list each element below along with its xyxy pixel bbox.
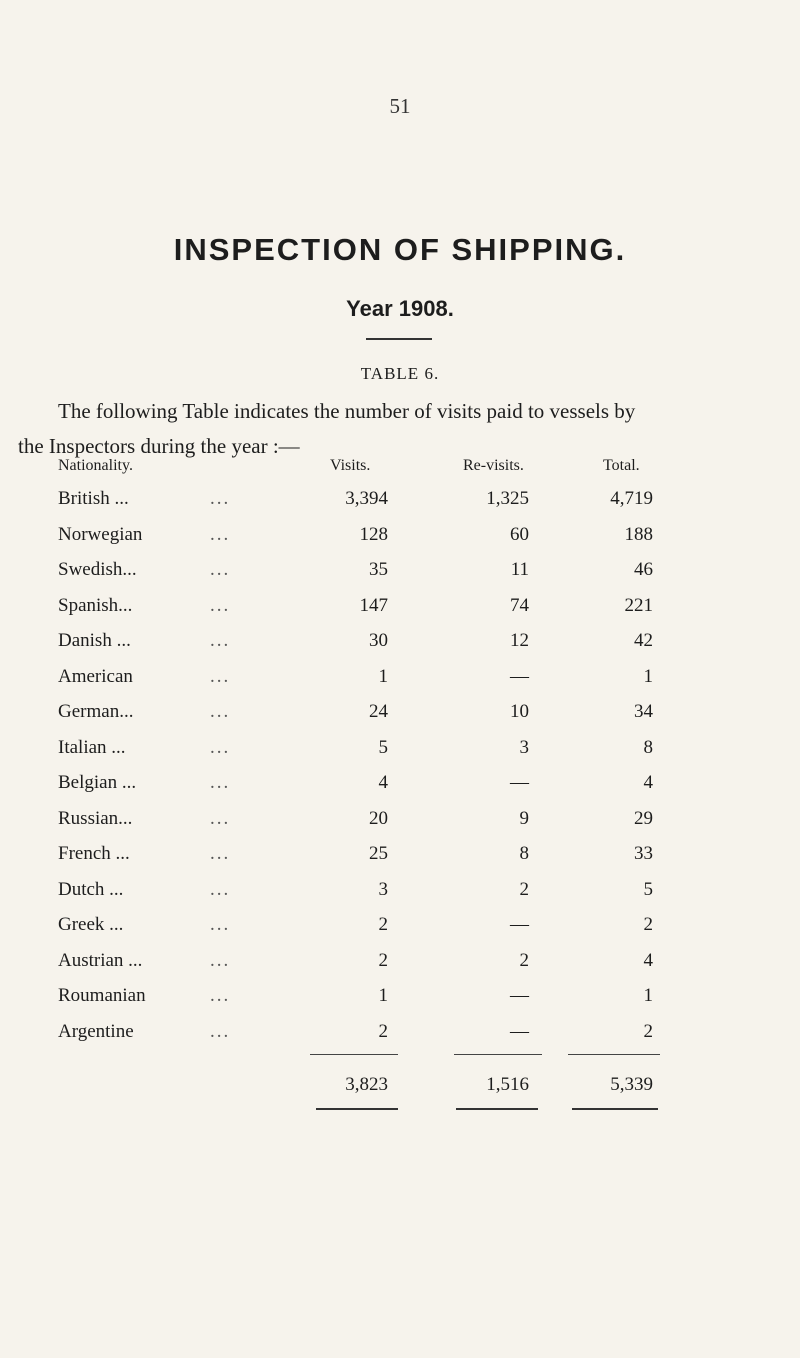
intro-line-2: the Inspectors during the year :— (18, 434, 300, 458)
cell-revisits: 2 (519, 879, 529, 900)
cell-total: 188 (624, 524, 653, 545)
cell-revisits: 2 (519, 950, 529, 971)
cell-total: 33 (634, 843, 653, 864)
cell-revisits: 9 (519, 808, 529, 829)
cell-revisits: — (510, 772, 529, 793)
leader-dots: ... (210, 666, 231, 687)
cell-total: 4 (643, 950, 653, 971)
table-row (0, 985, 800, 1015)
cell-visits: 30 (369, 630, 388, 651)
leader-dots: ... (210, 879, 231, 900)
cell-nationality: American (58, 666, 133, 687)
intro-paragraph (18, 394, 756, 464)
total-revisits: 1,516 (486, 1074, 529, 1095)
double-rule-revisits (456, 1108, 538, 1110)
table-row (0, 914, 800, 944)
cell-nationality: French ... (58, 843, 130, 864)
leader-dots: ... (210, 772, 231, 793)
cell-revisits: — (510, 985, 529, 1006)
cell-visits: 2 (378, 914, 388, 935)
table-row (0, 808, 800, 838)
cell-visits: 3 (378, 879, 388, 900)
cell-revisits: 60 (510, 524, 529, 545)
cell-nationality: Argentine (58, 1021, 134, 1042)
cell-total: 221 (624, 595, 653, 616)
cell-total: 2 (643, 1021, 653, 1042)
cell-nationality: Roumanian (58, 985, 146, 1006)
leader-dots: ... (210, 524, 231, 545)
cell-visits: 3,394 (345, 488, 388, 509)
cell-revisits: 8 (519, 843, 529, 864)
leader-dots: ... (210, 595, 231, 616)
table-row (0, 772, 800, 802)
cell-nationality: Danish ... (58, 630, 131, 651)
cell-revisits: 3 (519, 737, 529, 758)
cell-revisits: 10 (510, 701, 529, 722)
leader-dots: ... (210, 701, 231, 722)
table-row (0, 737, 800, 767)
table-row (0, 879, 800, 909)
cell-nationality: German... (58, 701, 134, 722)
cell-total: 5 (643, 879, 653, 900)
table-row (0, 488, 800, 518)
cell-total: 46 (634, 559, 653, 580)
cell-revisits: — (510, 914, 529, 935)
leader-dots: ... (210, 630, 231, 651)
cell-total: 2 (643, 914, 653, 935)
cell-revisits: — (510, 666, 529, 687)
cell-revisits: 11 (510, 559, 529, 580)
cell-total: 42 (634, 630, 653, 651)
table-row (0, 701, 800, 731)
header-revisits: Re-visits. (463, 457, 524, 474)
table-row (0, 666, 800, 696)
cell-total: 4,719 (610, 488, 653, 509)
cell-nationality: Dutch ... (58, 879, 124, 900)
cell-nationality: Swedish... (58, 559, 137, 580)
header-visits: Visits. (330, 457, 371, 474)
cell-revisits: 1,325 (486, 488, 529, 509)
page-title: INSPECTION OF SHIPPING. (173, 232, 627, 267)
leader-dots: ... (210, 950, 231, 971)
title-rule (366, 338, 432, 340)
cell-revisits: — (510, 1021, 529, 1042)
double-rule-visits (316, 1108, 398, 1110)
cell-nationality: Italian ... (58, 737, 126, 758)
cell-total: 1 (643, 666, 653, 687)
table-row (0, 595, 800, 625)
cell-visits: 24 (369, 701, 388, 722)
table-row (0, 524, 800, 554)
leader-dots: ... (210, 985, 231, 1006)
cell-nationality: British ... (58, 488, 129, 509)
leader-dots: ... (210, 843, 231, 864)
leader-dots: ... (210, 1021, 231, 1042)
table-row (0, 1021, 800, 1051)
cell-visits: 2 (378, 1021, 388, 1042)
table-label: TABLE 6. (360, 364, 440, 383)
leader-dots: ... (210, 559, 231, 580)
table-row (0, 843, 800, 873)
cell-total: 1 (643, 985, 653, 1006)
cell-revisits: 12 (510, 630, 529, 651)
table-row (0, 950, 800, 980)
leader-dots: ... (210, 488, 231, 509)
table-row (0, 559, 800, 589)
sum-rule-total (568, 1054, 660, 1055)
header-nationality: Nationality. (58, 457, 133, 474)
cell-visits: 2 (378, 950, 388, 971)
cell-total: 34 (634, 701, 653, 722)
double-rule-total (572, 1108, 658, 1110)
cell-total: 4 (643, 772, 653, 793)
cell-nationality: Austrian ... (58, 950, 143, 971)
cell-visits: 35 (369, 559, 388, 580)
cell-total: 29 (634, 808, 653, 829)
cell-nationality: Spanish... (58, 595, 133, 616)
cell-revisits: 74 (510, 595, 529, 616)
total-visits: 3,823 (345, 1074, 388, 1095)
cell-visits: 20 (369, 808, 388, 829)
year-heading: Year 1908. (346, 296, 454, 321)
cell-visits: 147 (359, 595, 388, 616)
cell-visits: 1 (378, 666, 388, 687)
cell-visits: 5 (378, 737, 388, 758)
cell-visits: 25 (369, 843, 388, 864)
total-total: 5,339 (610, 1074, 653, 1095)
cell-nationality: Norwegian (58, 524, 143, 545)
page-number: 51 (389, 94, 411, 118)
table-row (0, 630, 800, 660)
cell-nationality: Russian... (58, 808, 133, 829)
leader-dots: ... (210, 914, 231, 935)
header-total: Total. (603, 457, 640, 474)
cell-visits: 1 (378, 985, 388, 1006)
cell-nationality: Belgian ... (58, 772, 137, 793)
sum-rule-revisits (454, 1054, 542, 1055)
leader-dots: ... (210, 737, 231, 758)
intro-line-1: The following Table indicates the number of visits paid to vessels by (58, 399, 636, 423)
cell-visits: 4 (378, 772, 388, 793)
sum-rule-visits (310, 1054, 398, 1055)
cell-visits: 128 (359, 524, 388, 545)
cell-nationality: Greek ... (58, 914, 124, 935)
cell-total: 8 (643, 737, 653, 758)
leader-dots: ... (210, 808, 231, 829)
